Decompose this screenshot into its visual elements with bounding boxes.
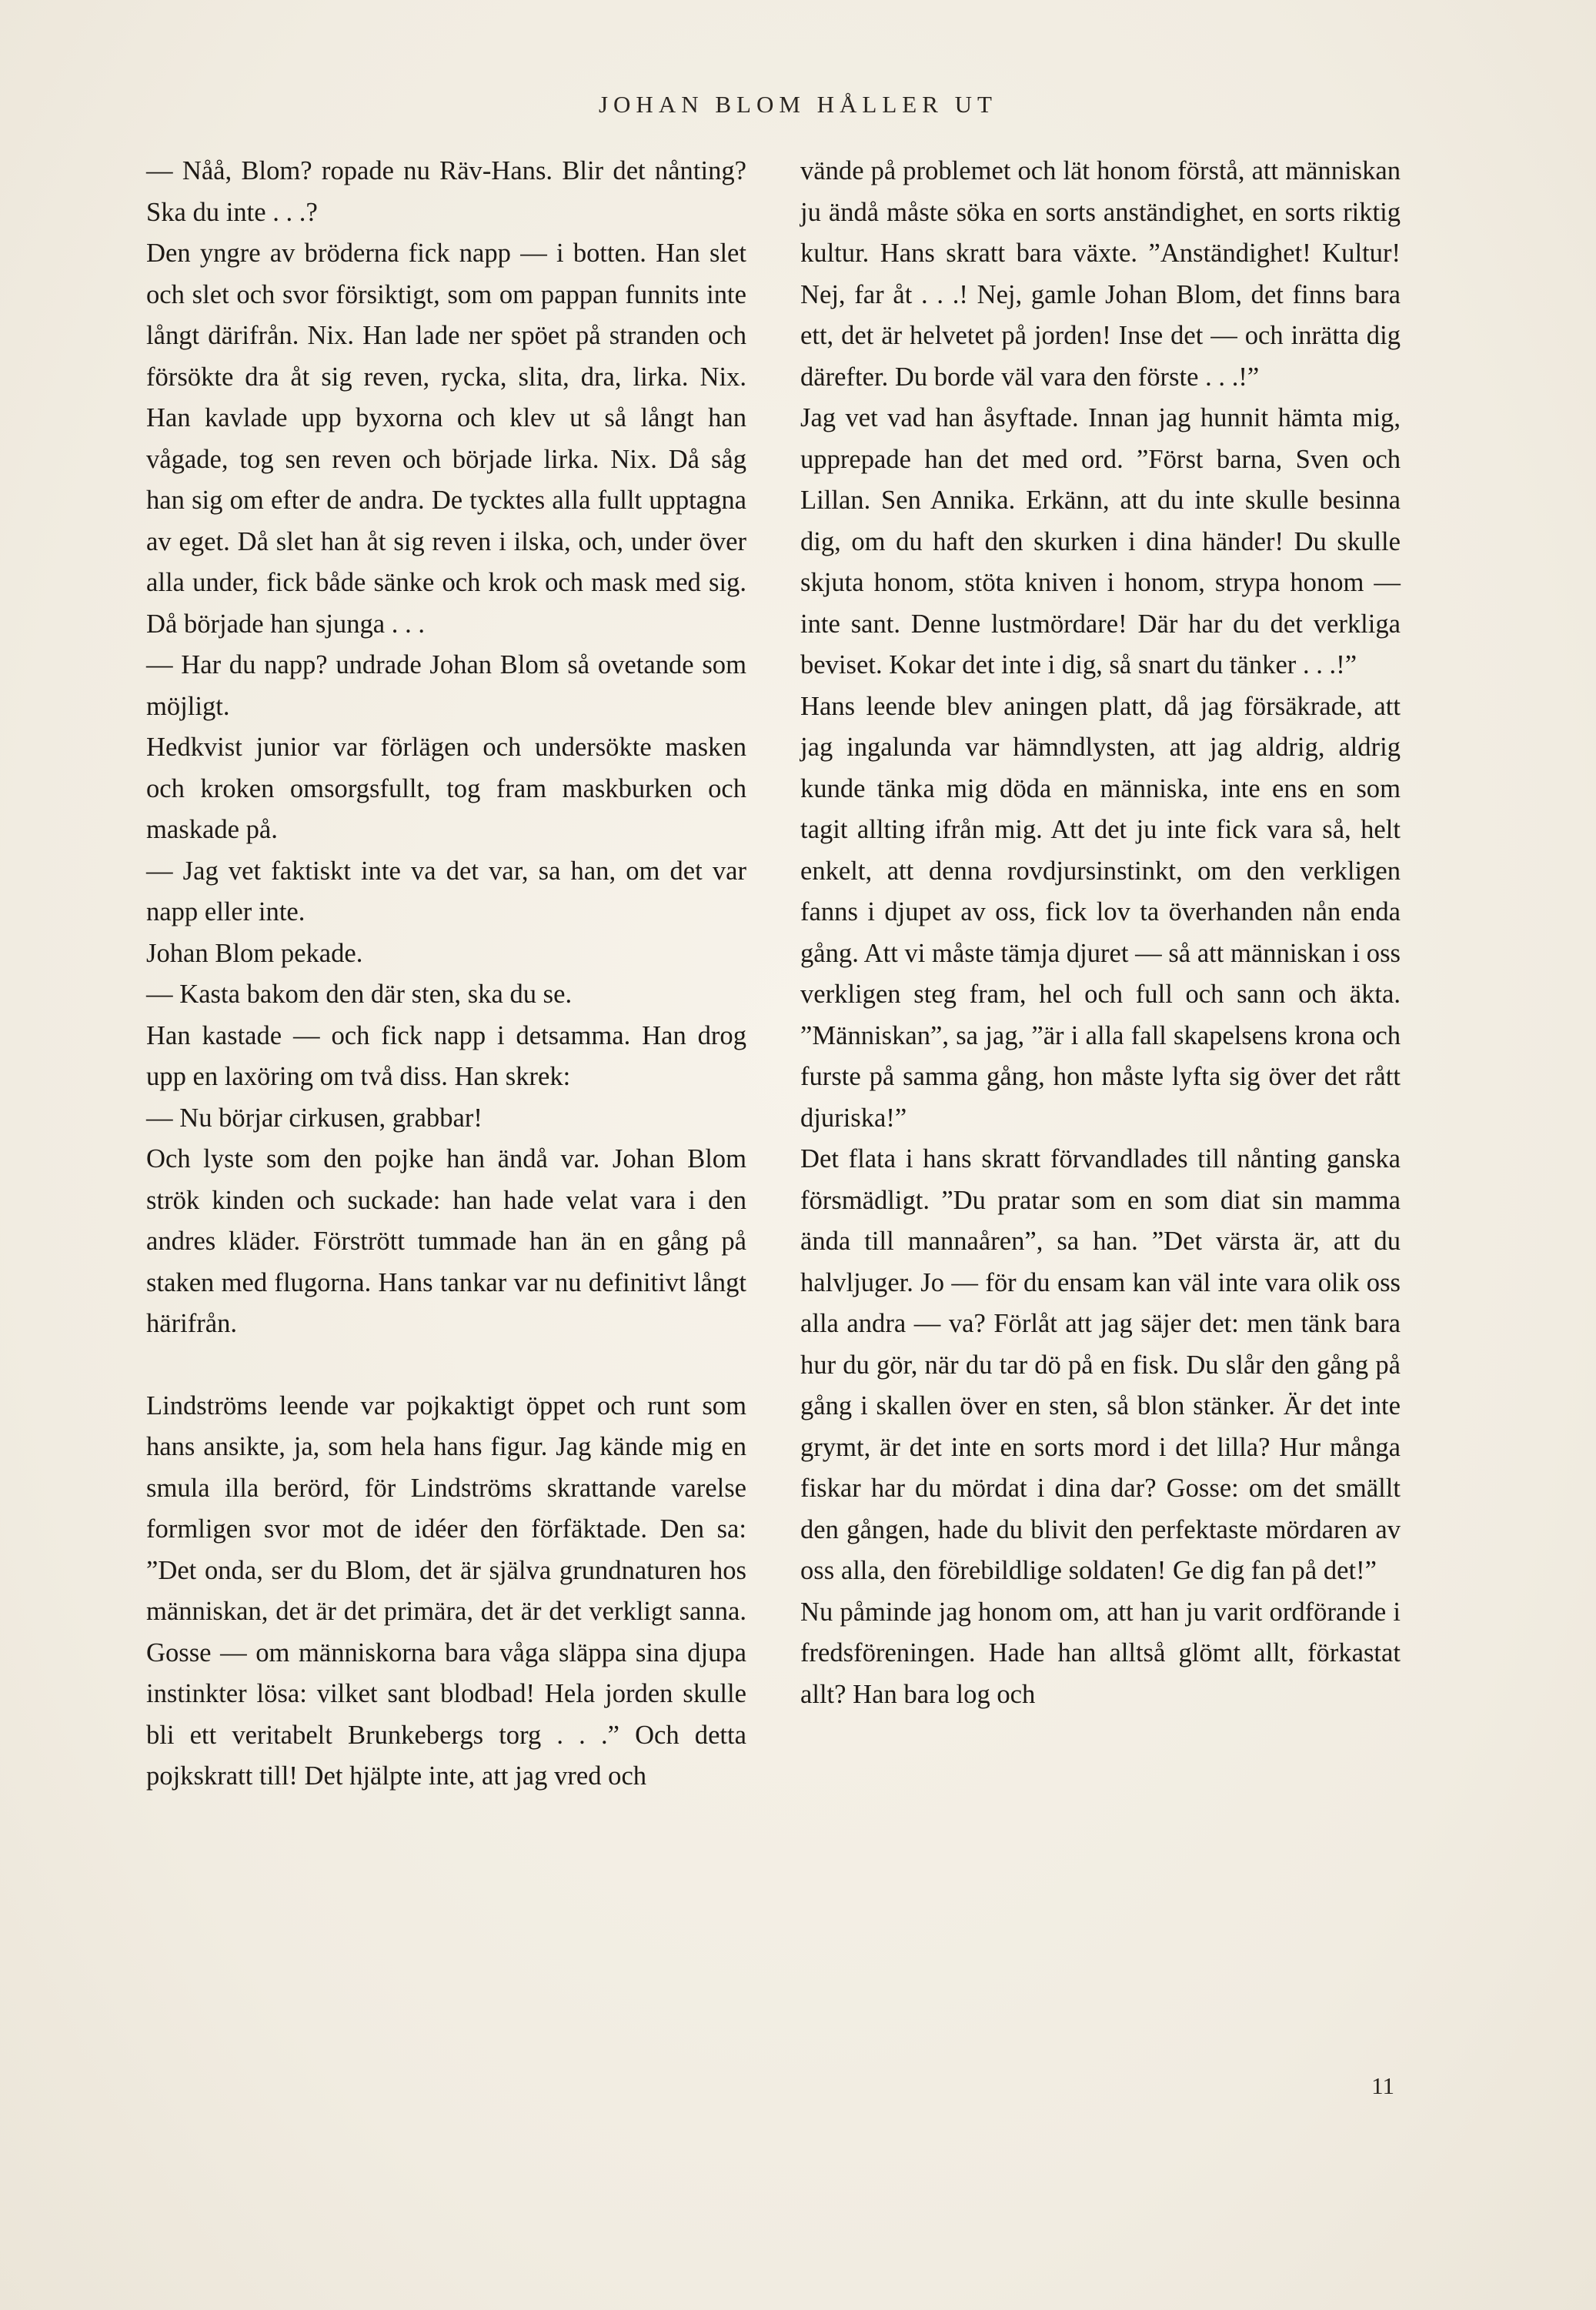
paragraph: Han kastade — och fick napp i detsamma. Han drog upp en laxöring om två diss. Han skrek:	[146, 1020, 746, 1091]
paragraph: vände på problemet och lät honom förstå, att människan ju ändå måste söka en sorts anständighet, en sorts riktig kultur. Hans skratt bara växte. ”Anständighet! Kultur! Nej, far åt . . .! Nej, gamle Johan Blom, det finns bara ett, det är helvetet på jorden! Inse det — och inrätta dig därefter. Du borde väl vara den förste . . .!”	[800, 156, 1401, 392]
right-column	[800, 151, 1401, 1715]
paragraph: Jag vet vad han åsyftade. Innan jag hunnit hämta mig, upprepade han det med ord. ”Först barna, Sven och Lillan. Sen Annika. Erkänn, att du inte skulle besinna dig, om du haft den skurken i dina händer! Du skulle skjuta honom, stöta kniven i honom, strypa honom — inte sant. Denne lustmördare! Där har du det verkliga beviset. Kokar det inte i dig, så snart du tänker . . .!”	[800, 403, 1401, 679]
section-break	[146, 1345, 746, 1386]
paragraph: Nu påminde jag honom om, att han ju varit ordförande i fredsföreningen. Hade han alltså glömt allt, förkastat allt? Han bara log och	[800, 1597, 1401, 1709]
running-title: JOHAN BLOM HÅLLER UT	[598, 91, 997, 118]
paragraph: Hedkvist junior var förlägen och undersökte masken och kroken omsorgsfullt, tog fram maskburken och maskade på.	[146, 733, 746, 844]
page-number: 11	[1371, 2072, 1394, 2099]
paragraph: Det flata i hans skratt förvandlades till nånting ganska försmädligt. ”Du pratar som en som diat sin mamma ända till mannaåren”, sa han. ”Det värsta är, att du halvljuger. Jo — för du ensam kan väl inte vara olik oss alla andra — va? Förlåt att jag säjer det: men tänk bara hur du gör, när du tar dö på en fisk. Du slår den gång på gång i skallen över en sten, så blon stänker. Är det inte grymt, är det inte en sorts mord i det lilla? Hur många fiskar har du mördat i dina dar? Gosse: om det smällt den gången, hade du blivit den perfektaste mördaren av oss alla, den förebildlige soldaten! Ge dig fan på det!”	[800, 1144, 1401, 1585]
paragraph: Johan Blom pekade.	[146, 938, 363, 968]
paragraph: — Kasta bakom den där sten, ska du se.	[146, 980, 573, 1009]
paragraph: Och lyste som den pojke han ändå var. Johan Blom strök kinden och suckade: han hade velat vara i den andres kläder. Förstrött tummade han än en gång på staken med flugorna. Hans tankar var nu definitivt långt härifrån.	[146, 1144, 746, 1338]
paragraph: Lindströms leende var pojkaktigt öppet och runt som hans ansikte, ja, som hela hans figur. Jag kände mig en smula illa berörd, för Lindströms skrattande varelse formligen svor mot de idéer den förfäktade. Den sa: ”Det onda, ser du Blom, det är själva grundnaturen hos människan, det är det primära, det är det verkligt sanna. Gosse — om människorna bara våga släppa sina djupa instinkter lösa: vilket sant blodbad! Hela jorden skulle bli ett veritabelt Brunkebergs torg . . .” Och detta pojkskratt till! Det hjälpte inte, att jag vred och	[146, 1390, 746, 1791]
paragraph: — Jag vet faktiskt inte va det var, sa han, om det var napp eller inte.	[146, 856, 746, 926]
paragraph: — Har du napp? undrade Johan Blom så ovetande som möjligt.	[146, 650, 746, 721]
paragraph: Den yngre av bröderna fick napp — i botten. Han slet och slet och svor försiktigt, som om pappan funnits inte långt därifrån. Nix. Han lade ner spöet på stranden och försökte dra åt sig reven, rycka, slita, dra, lirka. Nix. Han kavlade upp byxorna och klev ut så långt han vågade, tog sen reven och började lirka. Nix. Då såg han sig om efter de andra. De tycktes alla fullt upptagna av eget. Då slet han åt sig reven i ilska, och, under över alla under, fick både sänke och krok och mask med sig. Då började han sjunga . . .	[146, 239, 746, 639]
paragraph: Hans leende blev aningen platt, då jag försäkrade, att jag ingalunda var hämndlysten, att jag aldrig, aldrig kunde tänka mig döda en människa, inte ens en som tagit allting ifrån mig. Att det ju inte fick vara så, helt enkelt, att denna rovdjursinstinkt, om den verkligen fanns i djupet av oss, fick lov ta överhanden nån enda gång. Att vi måste tämja djuret — så att människan i oss verkligen steg fram, hel och full och sann och äkta. ”Människan”, sa jag, ”är i alla fall skapelsens krona och furste på samma gång, hon måste lyfta sig över det rått djuriska!”	[800, 691, 1401, 1133]
paragraph: — Nu börjar cirkusen, grabbar!	[146, 1103, 482, 1133]
left-column	[146, 151, 746, 1798]
paragraph: — Nåå, Blom? ropade nu Räv-Hans. Blir det nånting? Ska du inte . . .?	[146, 156, 746, 227]
